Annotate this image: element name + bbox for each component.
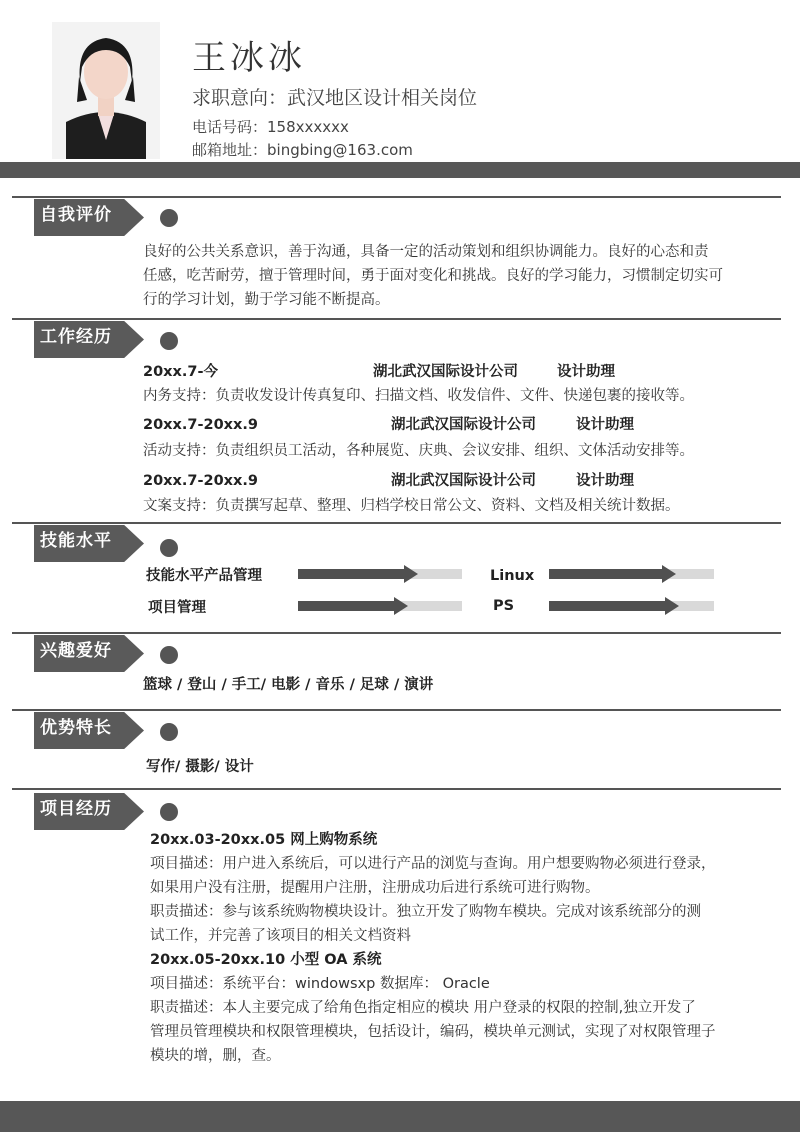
section-rule — [12, 709, 781, 711]
header-divider-bar — [0, 162, 800, 178]
section-rule — [12, 318, 781, 320]
strength-list: 写作/ 摄影/ 设计 — [146, 759, 254, 775]
bullet-dot — [160, 539, 178, 557]
job-company: 湖北武汉国际设计公司 — [391, 473, 536, 489]
person-name: 王冰冰 — [192, 38, 306, 78]
skill-bar-fill — [549, 601, 665, 611]
project-line: 项目描述：用户进入系统后，可以进行产品的浏览与查询。用户想要购物必须进行登录， — [150, 856, 716, 872]
project-heading: 20xx.05-20xx.10 小型 OA 系统 — [150, 952, 382, 968]
job-desc: 内务支持：负责收发设计传真复印、扫描文档、收发信件、文件、快递包裹的接收等。 — [143, 388, 694, 404]
section-title-hobby: 兴趣爱好 — [40, 641, 112, 661]
section-title-skills: 技能水平 — [40, 531, 112, 551]
profile-photo — [52, 22, 160, 159]
bullet-dot — [160, 646, 178, 664]
project-line: 如果用户没有注册，提醒用户注册，注册成功后进行系统可进行购物。 — [150, 880, 600, 896]
section-title-project: 项目经历 — [40, 799, 112, 819]
job-role: 设计助理 — [576, 473, 634, 489]
bullet-dot — [160, 209, 178, 227]
job-date: 20xx.7-今 — [143, 364, 218, 380]
job-date: 20xx.7-20xx.9 — [143, 473, 258, 489]
skill-arrow-icon — [662, 565, 676, 583]
job-desc: 活动支持：负责组织员工活动，各种展览、庆典、会议安排、组织、文体活动安排等。 — [143, 443, 694, 459]
bullet-dot — [160, 332, 178, 350]
section-rule — [12, 788, 781, 790]
job-company: 湖北武汉国际设计公司 — [373, 364, 518, 380]
project-line: 试工作，并完善了该项目的相关文档资料 — [150, 928, 411, 944]
job-role: 设计助理 — [576, 417, 634, 433]
hobby-list: 篮球 / 登山 / 手工/ 电影 / 音乐 / 足球 / 演讲 — [143, 677, 434, 693]
skill-bar-fill — [298, 601, 394, 611]
project-line: 职责描述：本人主要完成了给角色指定相应的模块 用户登录的权限的控制,独立开发了 — [150, 1000, 696, 1016]
project-line: 项目描述：系统平台：windowsxp 数据库： Oracle — [150, 976, 490, 992]
skill-arrow-icon — [404, 565, 418, 583]
bullet-dot — [160, 803, 178, 821]
skill-bar-fill — [549, 569, 662, 579]
skill-label: PS — [493, 598, 515, 614]
job-role: 设计助理 — [557, 364, 615, 380]
self-eval-line: 行的学习计划，勤于学习能不断提高。 — [143, 292, 390, 308]
portrait-image — [52, 22, 160, 159]
section-title-work: 工作经历 — [40, 327, 112, 347]
project-details — [150, 828, 790, 1068]
project-line: 职责描述：参与该系统购物模块设计。独立开发了购物车模块。完成对该系统部分的测 — [150, 904, 701, 920]
section-rule — [12, 196, 781, 198]
footer-bar — [0, 1101, 800, 1132]
project-heading: 20xx.03-20xx.05 网上购物系统 — [150, 832, 378, 848]
skill-label: 项目管理 — [148, 600, 206, 616]
bullet-dot — [160, 723, 178, 741]
skill-label: Linux — [490, 568, 535, 584]
job-company: 湖北武汉国际设计公司 — [391, 417, 536, 433]
job-intent: 求职意向：武汉地区设计相关岗位 — [192, 87, 478, 109]
self-eval-line: 良好的公共关系意识，善于沟通，具备一定的活动策划和组织协调能力。良好的心态和责 — [143, 244, 709, 260]
skill-label: 技能水平产品管理 — [146, 568, 262, 584]
self-eval-line: 任感，吃苦耐劳，擅于管理时间，勇于面对变化和挑战。良好的学习能力，习惯制定切实可 — [143, 268, 723, 284]
phone-number: 电话号码：158xxxxxx — [192, 118, 349, 136]
section-rule — [12, 522, 781, 524]
project-line: 模块的增，删，查。 — [150, 1048, 281, 1064]
skill-arrow-icon — [394, 597, 408, 615]
job-desc: 文案支持：负责撰写起草、整理、归档学校日常公文、资料、文档及相关统计数据。 — [143, 498, 680, 514]
skill-arrow-icon — [665, 597, 679, 615]
email-address: 邮箱地址：bingbing@163.com — [192, 141, 413, 159]
section-title-strength: 优势特长 — [40, 718, 112, 738]
project-line: 管理员管理模块和权限管理模块，包括设计，编码，模块单元测试，实现了对权限管理子 — [150, 1024, 716, 1040]
section-title-self: 自我评价 — [40, 205, 112, 225]
skill-bar-fill — [298, 569, 404, 579]
job-date: 20xx.7-20xx.9 — [143, 417, 258, 433]
section-rule — [12, 632, 781, 634]
